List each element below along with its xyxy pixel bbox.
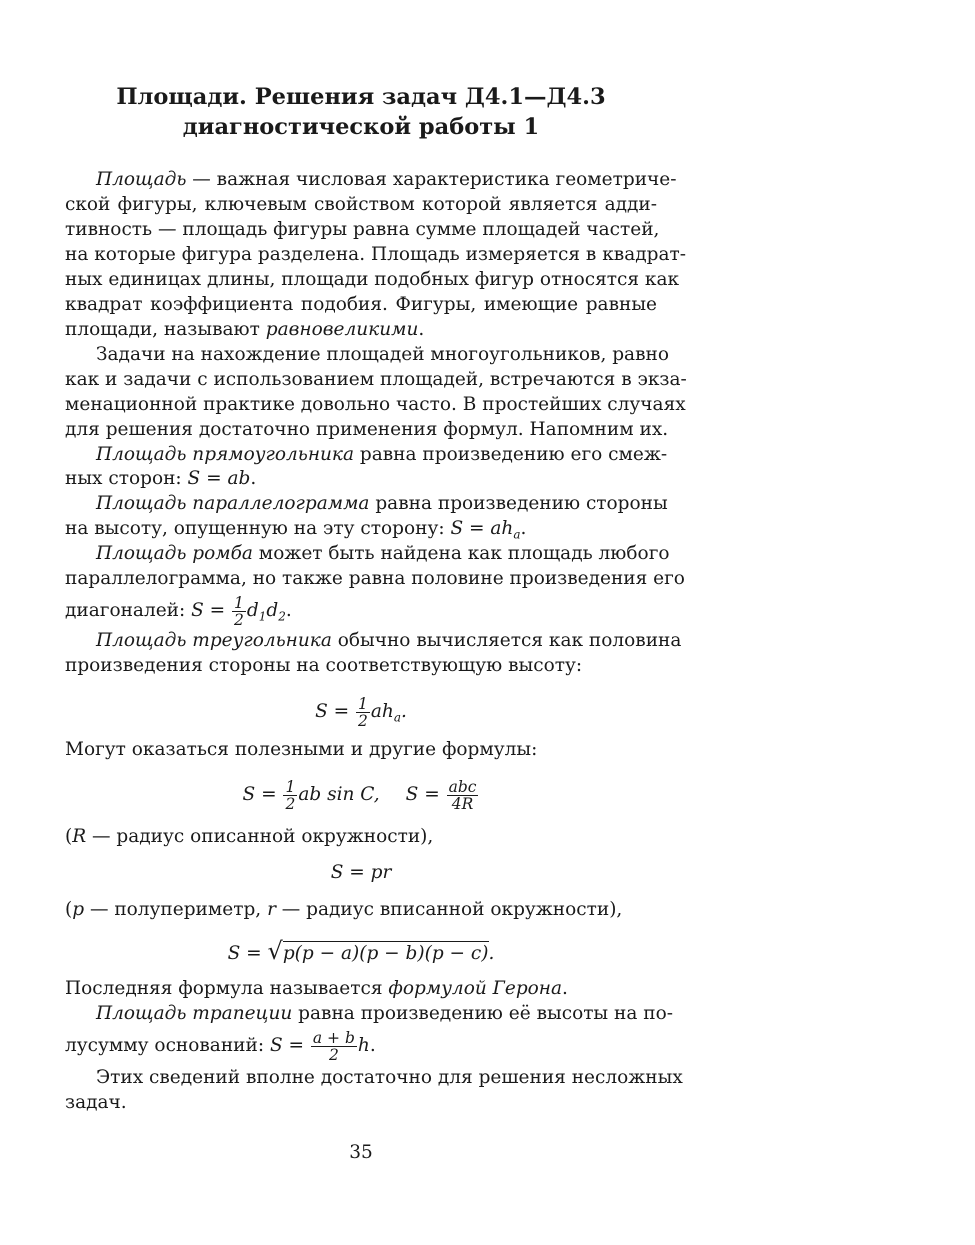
paragraph-line: площади, называют равновеликими.: [65, 319, 425, 340]
formula-rectangle: S = ab: [187, 468, 251, 489]
formula-sine-and-circumradius: S = $\frac{1}{2}$ ab sin C, S = $\frac{\text{abc}}{4R}$: [242, 777, 477, 813]
paragraph-line: (p — полупериметр, r — радиус вписанной окружности),: [65, 899, 623, 920]
term-equal-area: равновеликими: [265, 319, 419, 340]
term-parallelogram-area: Площадь параллелограмма: [96, 493, 370, 514]
formula-parallelogram: $S = ah_a$: [450, 518, 521, 542]
term-heron-formula: формулой Герона: [388, 978, 563, 999]
paragraph-line: Площадь ромба может быть найдена как площадь любого: [96, 543, 670, 564]
paragraph-line: диагоналей: S = $\frac{1}{2}$ $d_1d_2$.: [65, 593, 292, 629]
formula-rhombus: S = $\frac{1}{2}$ $d_1d_2$: [191, 593, 286, 629]
paragraph-line: (R — радиус описанной окружности),: [65, 826, 434, 847]
paragraph-line: тивность — площадь фигуры равна сумме площадей частей,: [65, 219, 660, 240]
paragraph-line: параллелограмма, но также равна половине произведения его: [65, 568, 685, 589]
paragraph-line: Площадь треугольника обычно вычисляется как половина: [96, 630, 682, 651]
paragraph-line: произведения стороны на соответствующую высоту:: [65, 655, 583, 676]
term-triangle-area: Площадь треугольника: [96, 630, 332, 651]
paragraph-line: для решения достаточно применения формул. Напомним их.: [65, 419, 669, 440]
paragraph-line: Площадь параллелограмма равна произведению стороны: [96, 493, 668, 514]
paragraph-line: на высоту, опущенную на эту сторону: $S = ah_a$.: [65, 518, 527, 542]
page-number: 35: [349, 1142, 373, 1163]
paragraph-line: ской фигуры, ключевым свойством которой является адди-: [65, 194, 657, 215]
term-rhombus-area: Площадь ромба: [96, 543, 253, 564]
paragraph-line: ных сторон: S = ab.: [65, 468, 257, 489]
formula-triangle: S = $\frac{1}{2}$ $ah_a$.: [315, 694, 407, 730]
paragraph-line: ных единицах длины, площади подобных фигур относятся как: [65, 269, 680, 290]
paragraph-line: Задачи на нахождение площадей многоугольников, равно: [96, 344, 669, 365]
paragraph-line: Могут оказаться полезными и другие формулы:: [65, 739, 538, 760]
section-title-line-1: Площади. Решения задач Д4.1—Д4.3: [116, 84, 606, 110]
term-area: Площадь: [96, 169, 187, 190]
paragraph-line: Площадь — важная числовая характеристика геометриче-: [96, 169, 677, 190]
paragraph-line: Этих сведений вполне достаточно для решения несложных: [96, 1067, 683, 1088]
paragraph-line: Площадь прямоугольника равна произведению его смеж-: [96, 444, 668, 465]
formula-semiperimeter: S = pr: [330, 862, 392, 883]
term-trapezoid-area: Площадь трапеции: [96, 1003, 293, 1024]
paragraph-line: квадрат коэффициента подобия. Фигуры, имеющие равные: [65, 294, 657, 315]
paragraph-line: на которые фигура разделена. Площадь измеряется в квадрат-: [65, 244, 686, 265]
paragraph-line: Площадь трапеции равна произведению её высоты на по-: [96, 1003, 674, 1024]
term-rectangle-area: Площадь прямоугольника: [96, 444, 355, 465]
paragraph-line: менационной практике довольно часто. В простейших случаях: [65, 394, 686, 415]
paragraph-line: Последняя формула называется формулой Герона.: [65, 978, 568, 999]
formula-heron: S = √p(p − a)(p − b)(p − c).: [227, 937, 495, 965]
paragraph-line: задач.: [65, 1092, 127, 1113]
paragraph-line: как и задачи с использованием площадей, встречаются в экза-: [65, 369, 687, 390]
paragraph-line: лусумму оснований: S = $\frac{a + b}{2}$ h.: [65, 1028, 376, 1064]
section-title-line-2: диагностической работы 1: [182, 114, 540, 140]
formula-trapezoid: S = $\frac{a + b}{2}$ h: [269, 1028, 370, 1064]
